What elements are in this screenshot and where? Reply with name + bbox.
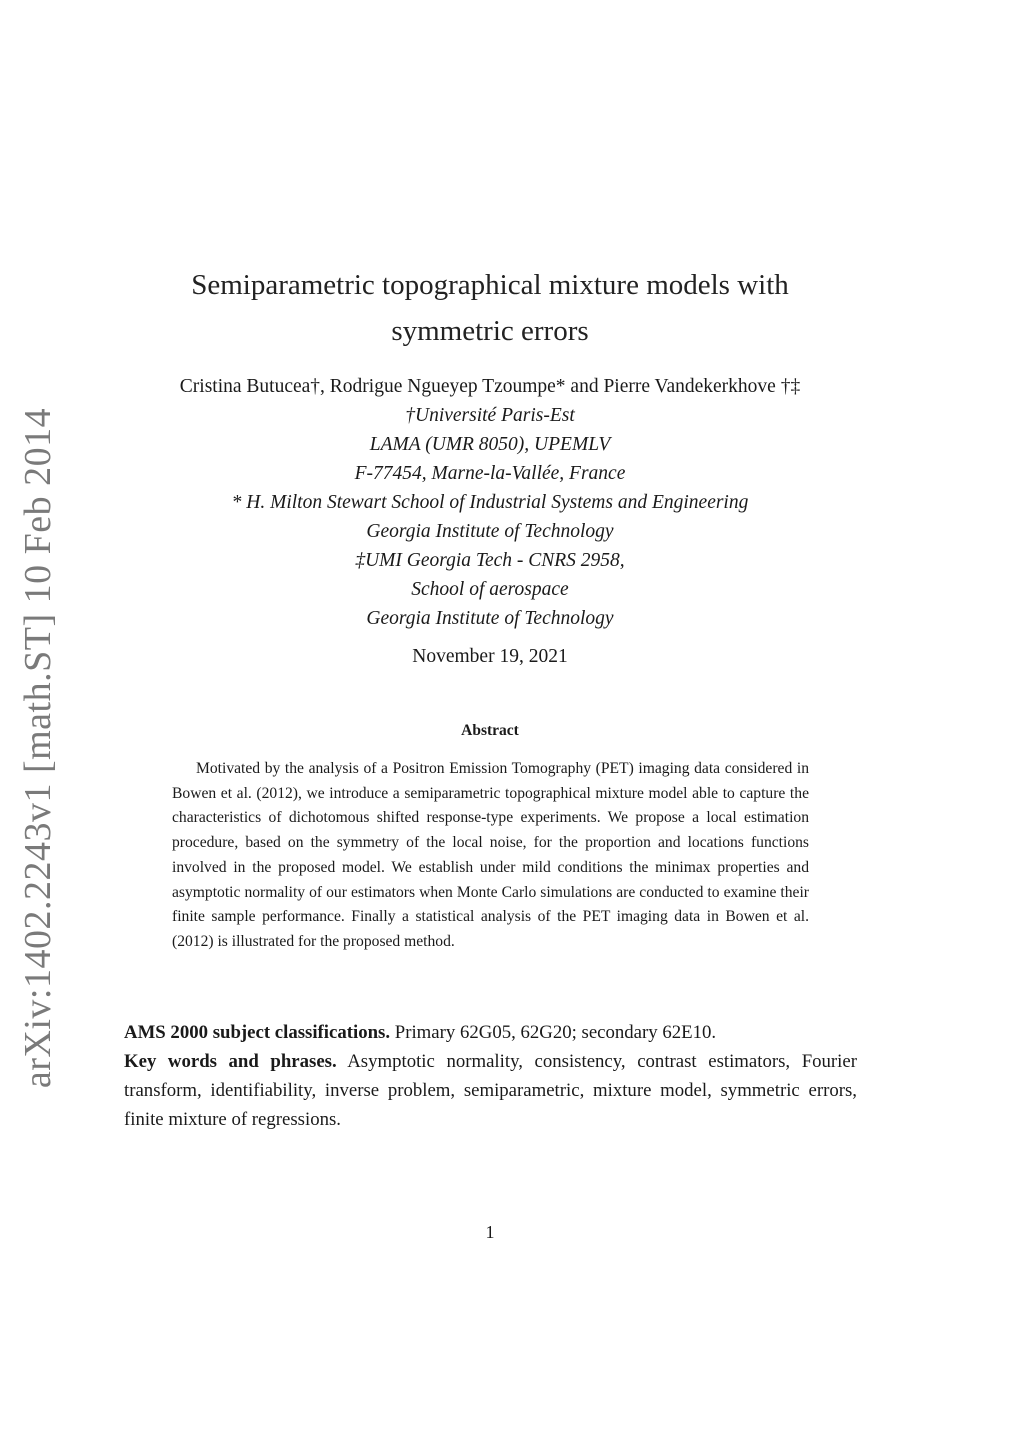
affiliation-line: †Université Paris-Est — [405, 405, 575, 426]
title-line-1: Semiparametric topographical mixture models with — [191, 269, 789, 301]
ams-classification-label: AMS 2000 subject classifications. — [124, 1022, 391, 1043]
paper-date: November 19, 2021 — [412, 646, 568, 667]
ams-classification — [124, 1018, 857, 1047]
affiliation-line: LAMA (UMR 8050), UPEMLV — [369, 434, 611, 455]
paper-title — [140, 262, 840, 354]
arxiv-identifier-stamp: arXiv:1402.2243v1 [math.ST] 10 Feb 2014 — [17, 407, 59, 1089]
key-words-text: Asymptotic normality, consistency, contrast estimators, Fourier transform, identifiability, inverse problem, semiparametric, mixture model, symmetric errors, finite mixture of regressions. — [124, 1051, 857, 1130]
affiliation-line: School of aerospace — [411, 579, 569, 600]
key-words-label: Key words and phrases. — [124, 1051, 337, 1072]
abstract-heading: Abstract — [461, 722, 519, 739]
affiliation-line: ‡UMI Georgia Tech - CNRS 2958, — [355, 550, 625, 571]
affiliation-line: * H. Milton Stewart School of Industrial Systems and Engineering — [231, 492, 749, 513]
affiliation-line: F-77454, Marne-la-Vallée, France — [354, 463, 626, 484]
keywords-section — [124, 1018, 857, 1134]
title-line-2: symmetric errors — [391, 315, 589, 347]
author-list: Cristina Butucea†, Rodrigue Ngueyep Tzoumpe* and Pierre Vandekerkhove †‡ — [179, 376, 801, 397]
abstract-body: Motivated by the analysis of a Positron Emission Tomography (PET) imaging data considered in Bowen et al. (2012), we introduce a semiparametric topographical mixture model able to capture the characteristics of dichotomous shifted response-type experiments. We propose a local estimation procedure, based on the symmetry of the local noise, for the proportion and locations functions involved in the proposed model. We establish under mild conditions the minimax properties and asymptotic normality of our estimators when Monte Carlo simulations are conducted to examine their finite sample performance. Finally a statistical analysis of the PET imaging data in Bowen et al. (2012) is illustrated for the proposed method. — [172, 760, 809, 950]
affiliations — [110, 401, 870, 633]
affiliation-line: Georgia Institute of Technology — [366, 521, 614, 542]
key-words — [124, 1047, 857, 1134]
ams-classification-text: Primary 62G05, 62G20; secondary 62E10. — [394, 1022, 717, 1043]
affiliation-line: Georgia Institute of Technology — [366, 608, 614, 629]
page-number: 1 — [485, 1222, 495, 1242]
